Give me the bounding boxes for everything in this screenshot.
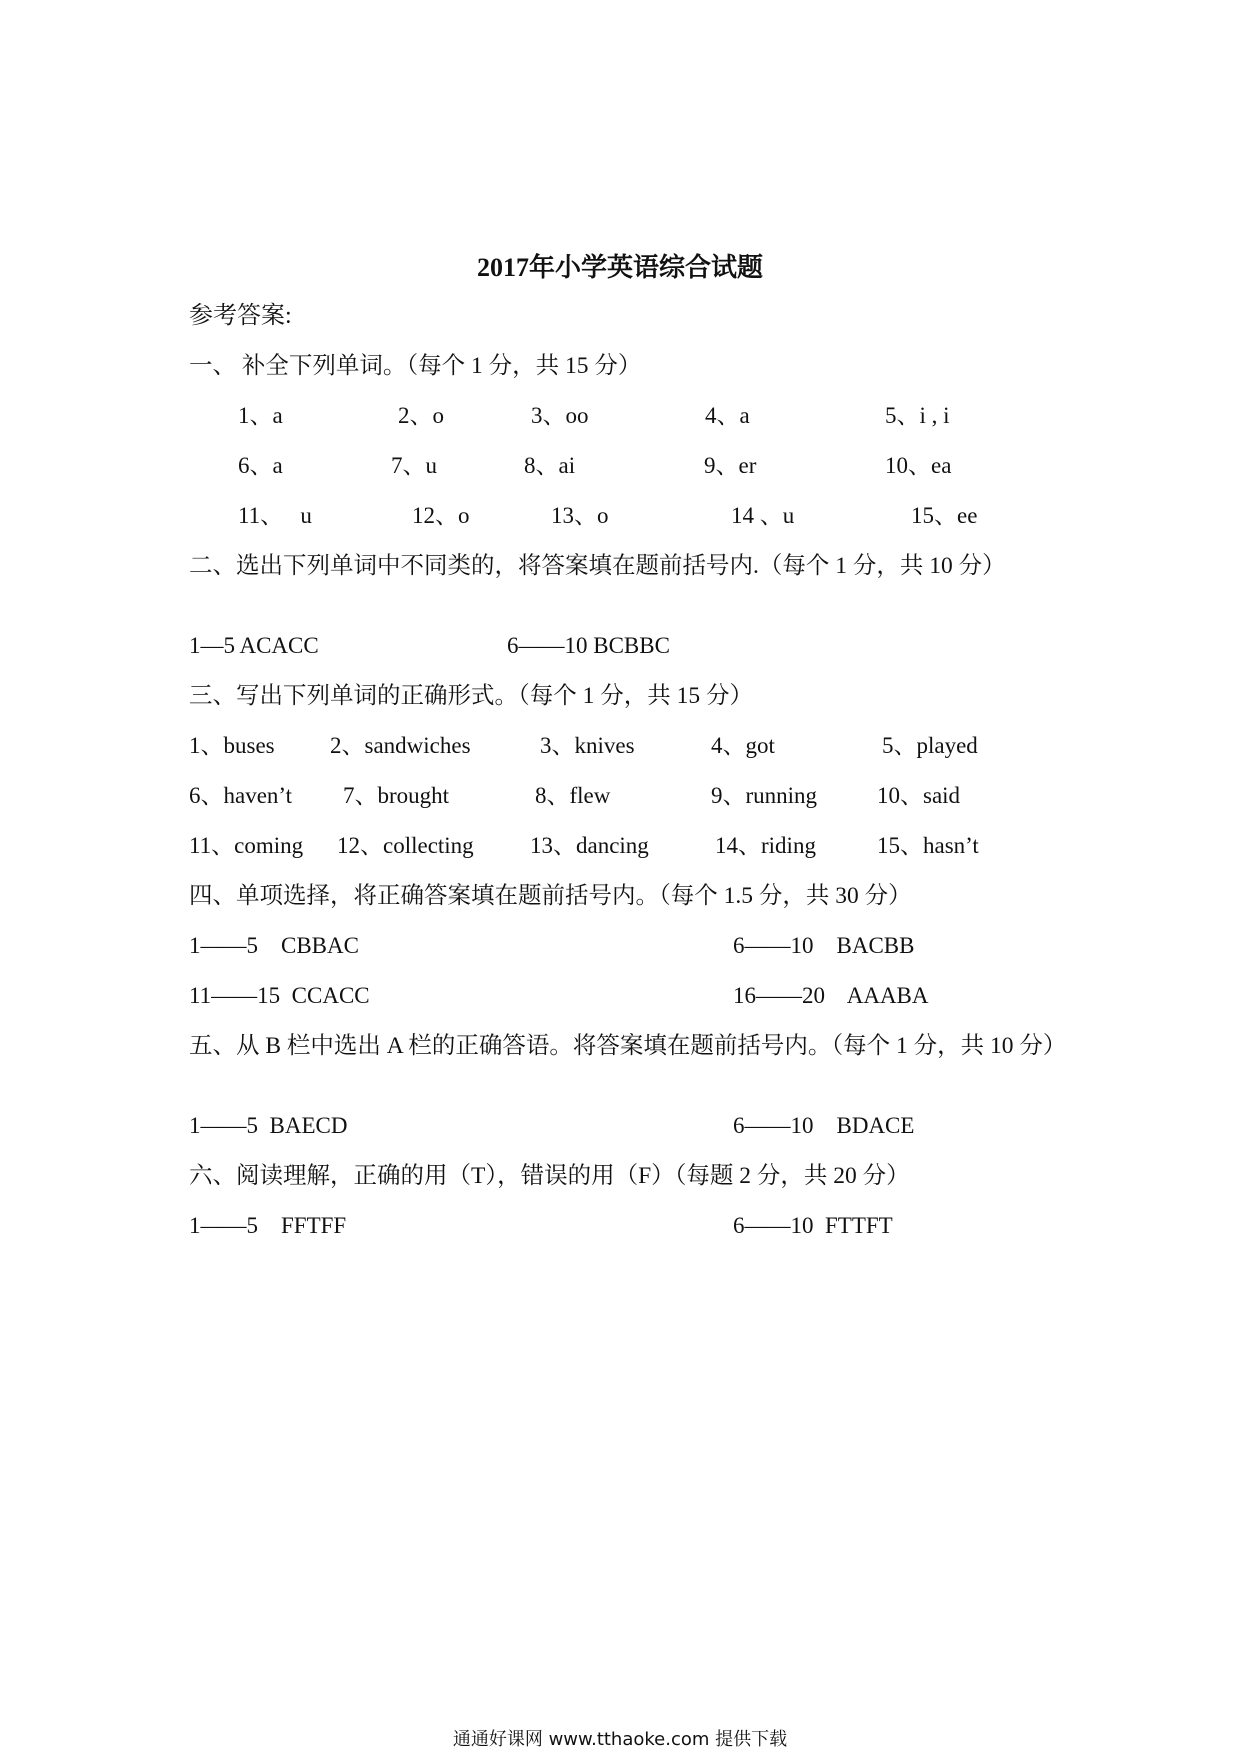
s2-answers-1-5: 1—5 ACACC [189,633,319,658]
s1-answer-14: 14 、u [731,503,795,528]
s1-answer-4: 4、a [705,403,750,428]
s3-answer-4: 4、got [711,733,775,758]
s1-answer-11: 11、 u [238,503,312,528]
section-5-heading: 五、从 B 栏中选出 A 栏的正确答语。将答案填在题前括号内。（每个 1 分，共 10 分） [189,1033,1067,1059]
s1-answer-15: 15、ee [911,503,978,528]
section-4-heading: 四、单项选择，将正确答案填在题前括号内。（每个 1.5 分，共 30 分） [189,883,912,909]
s4-answers-6-10: 6——10 BACBB [733,933,915,958]
s1-answer-2: 2、o [398,403,444,428]
section-3-heading: 三、写出下列单词的正确形式。（每个 1 分，共 15 分） [189,683,753,709]
s1-answer-3: 3、oo [531,403,589,428]
s1-answer-12: 12、o [412,503,470,528]
s3-answer-9: 9、running [711,783,818,808]
s3-answer-12: 12、collecting [337,833,474,858]
s5-answers-6-10: 6——10 BDACE [733,1113,915,1138]
s4-answers-16-20: 16——20 AAABA [733,983,929,1008]
section-2-heading: 二、选出下列单词中不同类的，将答案填在题前括号内.（每个 1 分，共 10 分） [189,553,1006,579]
s3-answer-14: 14、riding [715,833,816,858]
s5-answers-1-5: 1——5 BAECD [189,1113,348,1138]
answer-key-label: 参考答案: [189,303,292,329]
s3-answer-2: 2、sandwiches [330,733,471,758]
s3-answer-11: 11、coming [189,833,304,858]
s3-answer-6: 6、haven’t [189,783,293,808]
s1-answer-5: 5、i , i [885,403,950,428]
s3-answer-5: 5、played [882,733,978,758]
s4-answers-1-5: 1——5 CBBAC [189,933,359,958]
s1-answer-13: 13、o [551,503,609,528]
s3-answer-7: 7、brought [343,783,450,808]
s1-answer-10: 10、ea [885,453,952,478]
s3-answer-13: 13、dancing [530,833,649,858]
s1-answer-6: 6、a [238,453,283,478]
section-6-heading: 六、阅读理解，正确的用（T），错误的用（F）（每题 2 分，共 20 分） [189,1163,910,1189]
s1-answer-7: 7、u [391,453,437,478]
s3-answer-10: 10、said [877,783,961,808]
s3-answer-1: 1、buses [189,733,275,758]
section-1-heading: 一、 补全下列单词。（每个 1 分，共 15 分） [189,353,642,379]
s6-answers-6-10: 6——10 FTTFT [733,1213,893,1238]
document-title: 2017年小学英语综合试题 [476,253,763,282]
s1-answer-1: 1、a [238,403,283,428]
s1-answer-9: 9、er [704,453,757,478]
s1-answer-8: 8、ai [524,453,576,478]
s2-answers-6-10: 6——10 BCBBC [507,633,670,658]
s3-answer-15: 15、hasn’t [877,833,979,858]
s3-answer-3: 3、knives [540,733,635,758]
s6-answers-1-5: 1——5 FFTFF [189,1213,347,1238]
s4-answers-11-15: 11——15 CCACC [189,983,370,1008]
s3-answer-8: 8、flew [535,783,611,808]
download-source-footer: 通通好课网 www.tthaoke.com 提供下载 [452,1729,788,1750]
